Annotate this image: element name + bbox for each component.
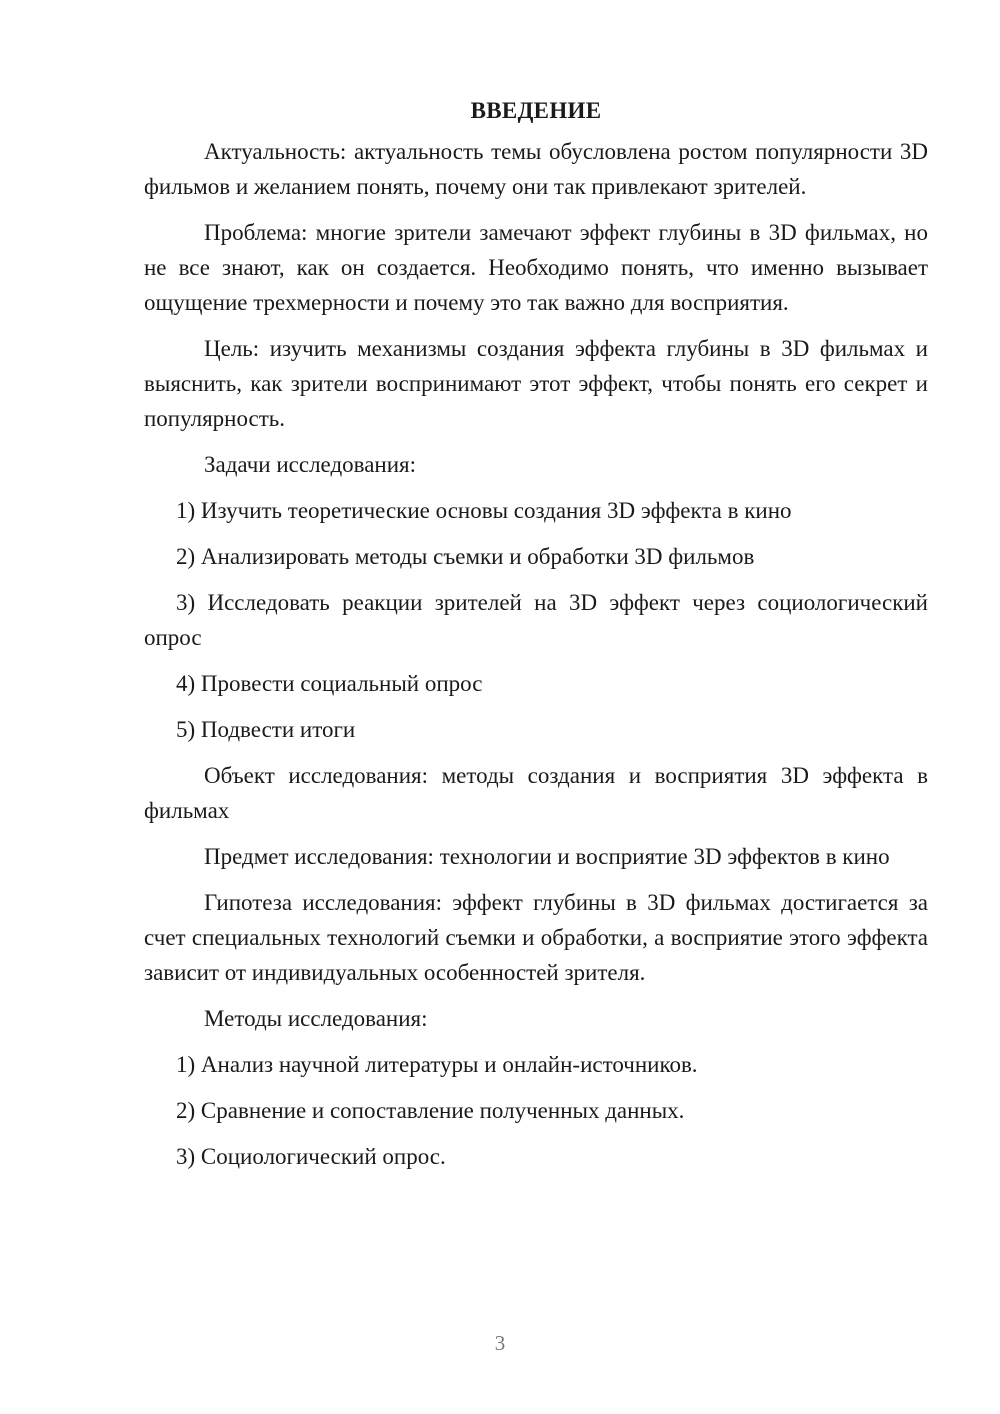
- hypothesis-paragraph: Гипотеза исследования: эффект глубины в 3D фильмах достигается за счет специальных технологий съемки и обработки, а восприятие этого эффекта зависит от индивидуальных особенностей зрителя.: [144, 890, 928, 985]
- task-item: 1) Изучить теоретические основы создания 3D эффекта в кино: [176, 498, 792, 523]
- task-item: 4) Провести социальный опрос: [176, 671, 483, 696]
- problem-paragraph: Проблема: многие зрители замечают эффект глубины в 3D фильмах, но не все знают, как он создается. Необходимо понять, что именно вызывает ощущение трехмерности и почему это так важно для восприятия.: [144, 220, 928, 315]
- goal-paragraph: Цель: изучить механизмы создания эффекта глубины в 3D фильмах и выяснить, как зрители воспринимают этот эффект, чтобы понять его секрет и популярность.: [144, 336, 928, 431]
- page-content: [144, 94, 928, 1185]
- subject-paragraph: Предмет исследования: технологии и восприятие 3D эффектов в кино: [204, 844, 890, 869]
- tasks-heading: Задачи исследования:: [204, 452, 417, 477]
- object-paragraph: Объект исследования: методы создания и восприятия 3D эффекта в фильмах: [144, 763, 928, 823]
- method-item: 1) Анализ научной литературы и онлайн-источников.: [176, 1052, 698, 1077]
- task-item: 3) Исследовать реакции зрителей на 3D эффект через социологический опрос: [144, 590, 928, 650]
- relevance-paragraph: Актуальность: актуальность темы обусловлена ростом популярности 3D фильмов и желанием понять, почему они так привлекают зрителей.: [144, 139, 928, 199]
- task-item: 2) Анализировать методы съемки и обработки 3D фильмов: [176, 544, 755, 569]
- methods-heading: Методы исследования:: [204, 1006, 428, 1031]
- method-item: 3) Социологический опрос.: [176, 1144, 446, 1169]
- page-number: 3: [494, 1331, 506, 1355]
- method-item: 2) Сравнение и сопоставление полученных данных.: [176, 1098, 685, 1123]
- task-item: 5) Подвести итоги: [176, 717, 356, 742]
- page-title: ВВЕДЕНИЕ: [470, 98, 602, 123]
